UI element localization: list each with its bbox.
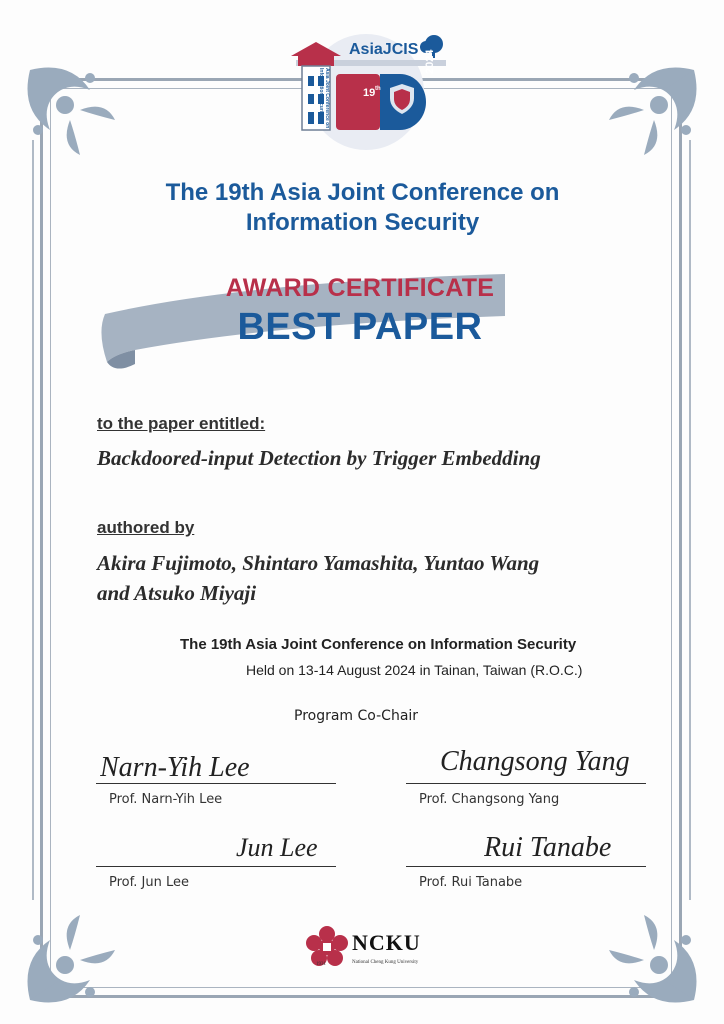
signer-name-2: Prof. Changsong Yang	[419, 792, 560, 807]
signature-1-text: Narn-Yih Lee	[100, 752, 250, 783]
ncku-year: 1931	[316, 962, 326, 967]
signature-3-text: Jun Lee	[236, 833, 318, 862]
logo-year: 2024	[424, 49, 436, 74]
conference-title: The 19th Asia Joint Conference on Information Security	[165, 179, 560, 236]
signature-2	[440, 740, 650, 789]
authors-line-2: and Atsuko Miyaji	[97, 581, 257, 605]
paper-label: to the paper entitled:	[97, 414, 266, 433]
authors-line-1: Akira Fujimoto, Shintaro Yamashita, Yuntao Wang	[97, 551, 540, 575]
event-held: Held on 13-14 August 2024 in Tainan, Taiwan (R.O.C.)	[246, 662, 583, 678]
logo-side-text: Asia Joint Conference on Information Security	[318, 68, 330, 129]
signature-2-text: Changsong Yang	[440, 746, 630, 777]
signer-name-4: Prof. Rui Tanabe	[419, 875, 523, 890]
paper-title: Backdoored-input Detection by Trigger Embedding	[97, 446, 541, 470]
svg-text:19: 19	[363, 87, 376, 99]
event-name: The 19th Asia Joint Conference on Information Security	[180, 636, 577, 653]
signature-line-2	[406, 783, 646, 784]
ncku-fullname: National Cheng Kung University	[352, 960, 419, 965]
ornament-corner-top-right-icon	[594, 60, 704, 170]
signature-4-text: Rui Tanabe	[484, 832, 612, 863]
signature-line-3	[96, 866, 336, 867]
signature-line-4	[406, 866, 646, 867]
frame-border-right	[689, 140, 691, 900]
ornament-corner-top-left-icon	[20, 60, 130, 170]
frame-border-left	[32, 140, 34, 900]
award-name: BEST PAPER	[237, 306, 483, 348]
logo-wordmark: AsiaJCIS	[349, 41, 419, 58]
ornament-corner-bottom-left-icon	[20, 900, 130, 1010]
program-role: Program Co-Chair	[294, 708, 419, 724]
signer-name-1: Prof. Narn-Yih Lee	[109, 792, 223, 807]
signature-1	[100, 746, 340, 791]
signature-line-1	[96, 783, 336, 784]
signature-3	[236, 808, 336, 873]
award-heading: AWARD CERTIFICATE	[225, 274, 495, 302]
signature-4	[484, 826, 644, 871]
ornament-corner-bottom-right-icon	[594, 900, 704, 1010]
signer-name-3: Prof. Jun Lee	[109, 875, 189, 890]
svg-text:th: th	[375, 86, 381, 92]
authors-label: authored by	[97, 518, 195, 537]
ncku-wordmark: NCKU	[352, 930, 421, 955]
